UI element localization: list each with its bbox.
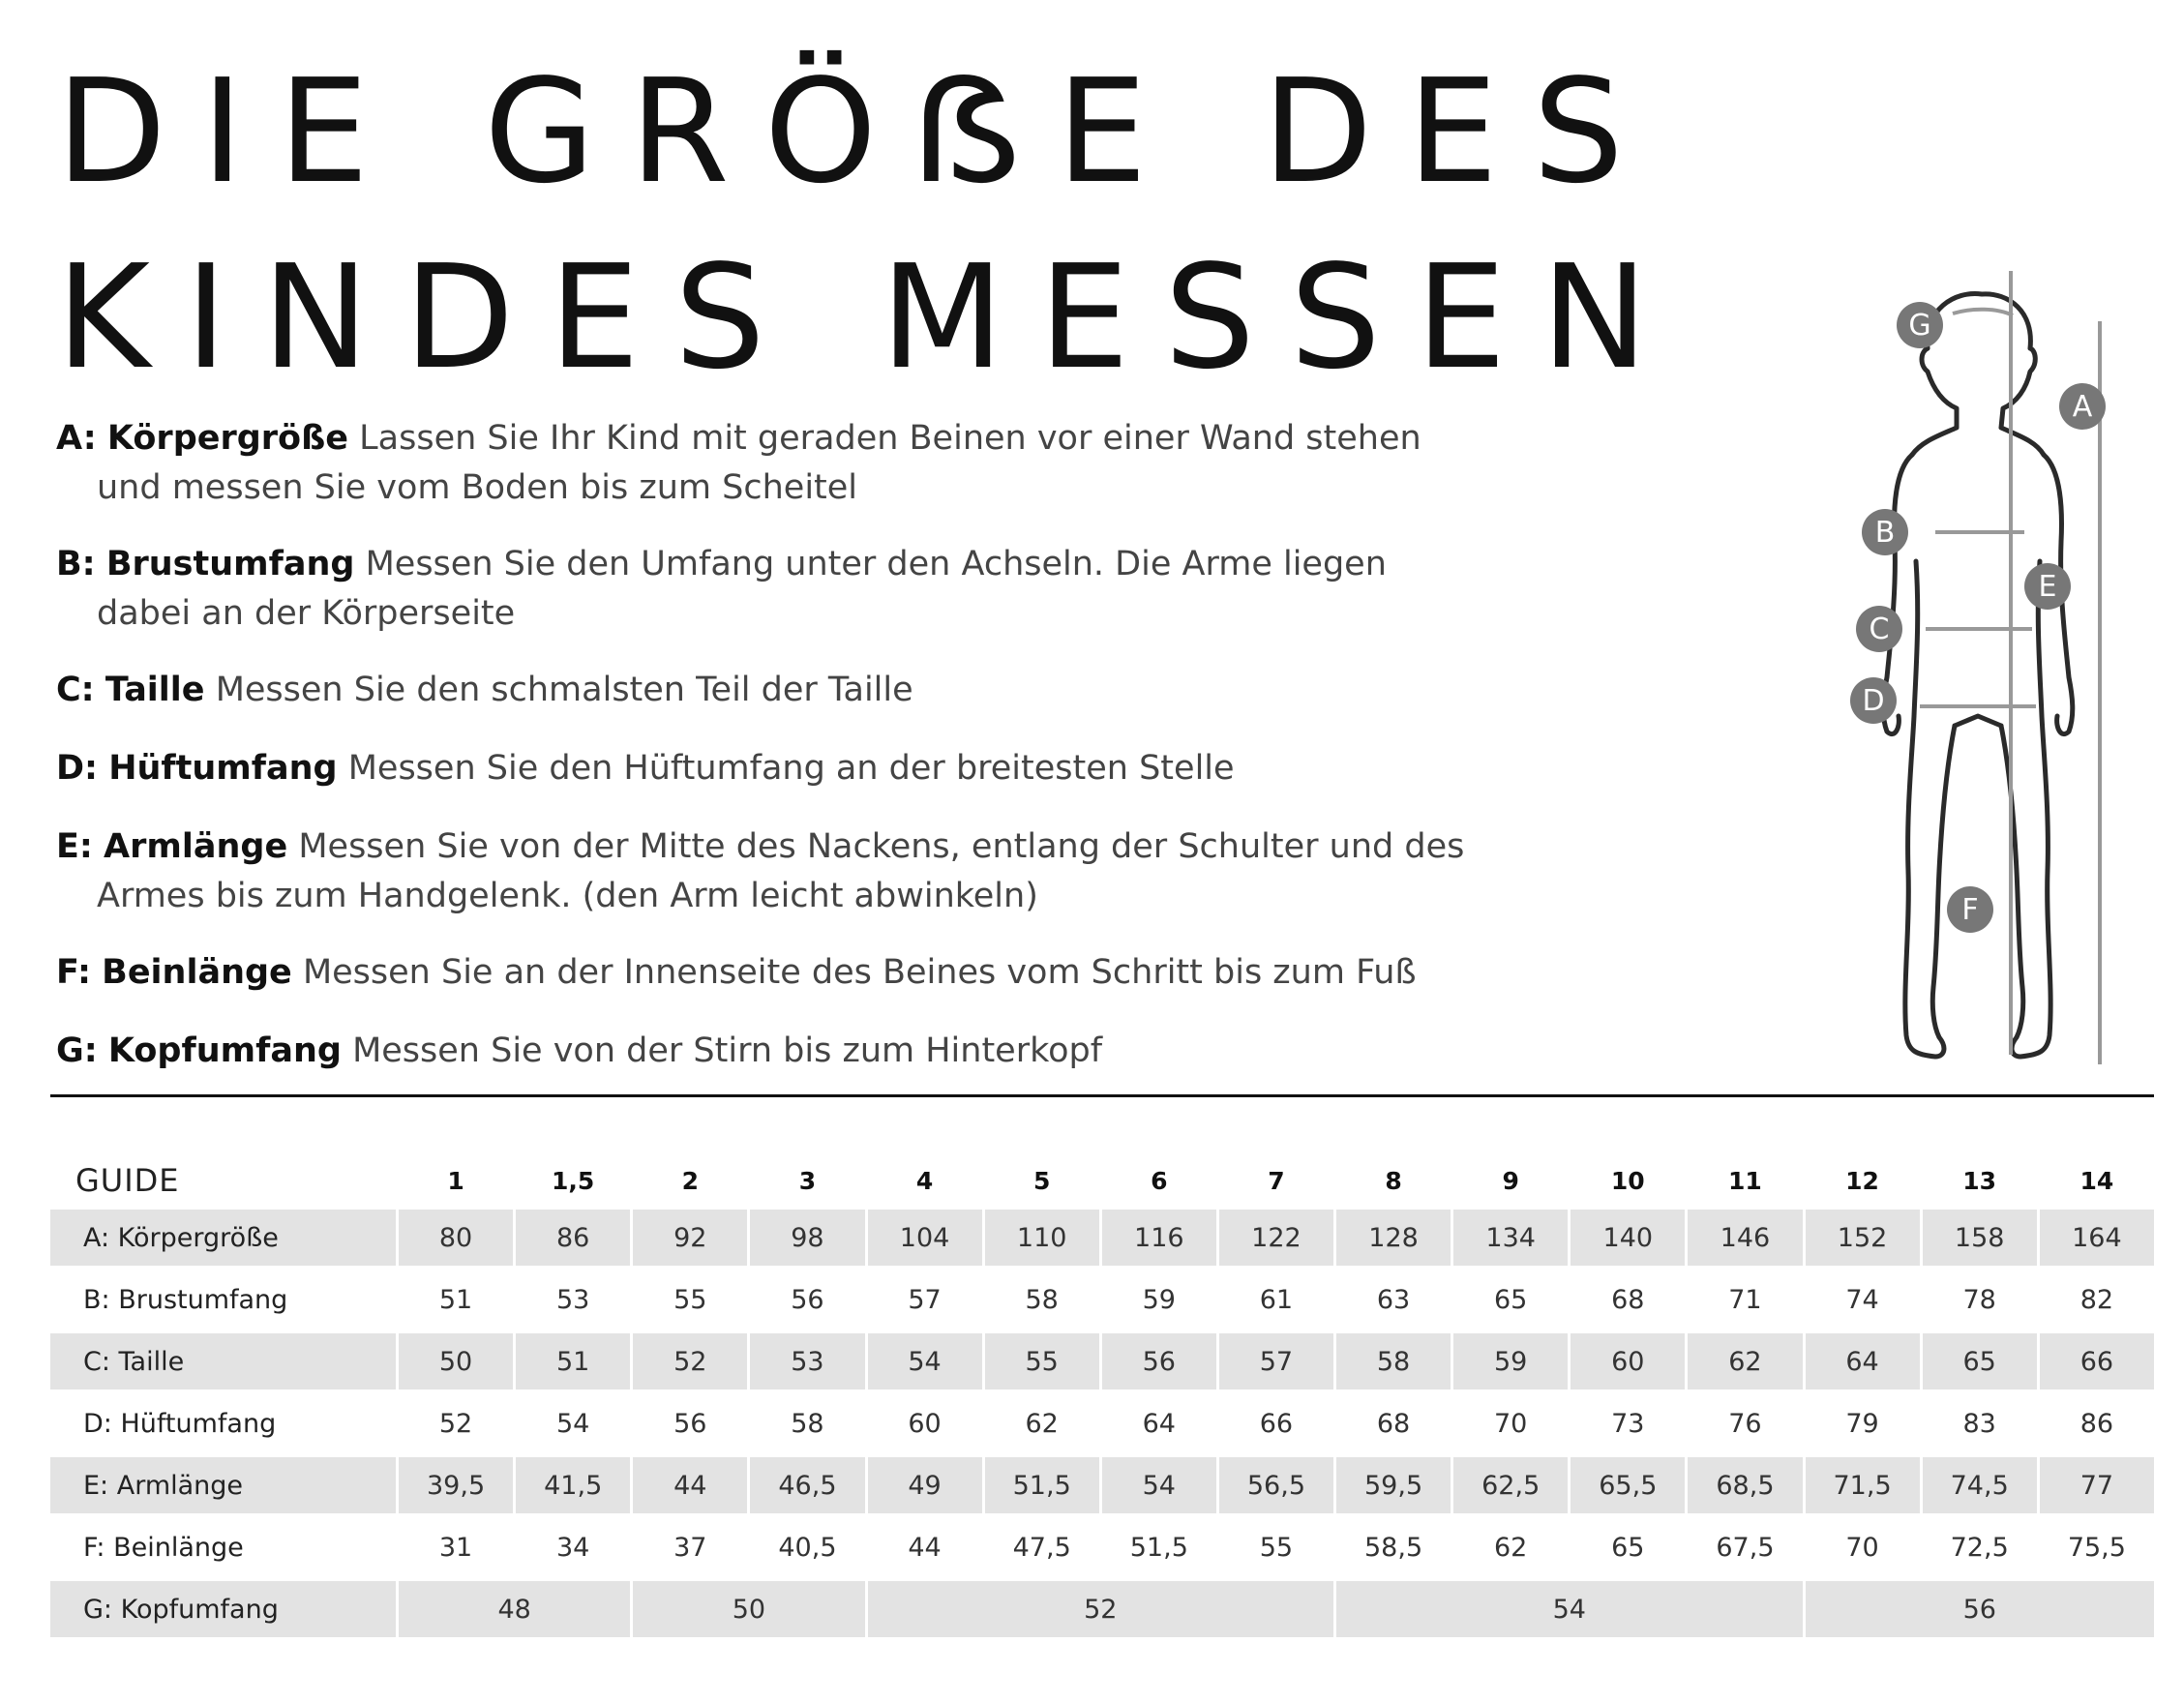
definition-key: B: [56,545,96,583]
row-label: G: Kopfumfang [50,1581,396,1637]
table-cell: 128 [1336,1210,1451,1266]
table-cell: 62 [1688,1333,1802,1389]
table-cell: 86 [516,1210,630,1266]
table-cell: 116 [1102,1210,1216,1266]
table-cell: 67,5 [1716,1532,1775,1563]
definition-text: Messen Sie den Hüftumfang an der breitesten Stelle [347,749,1235,788]
table-cell: 68 [1611,1284,1645,1315]
table-cell: 34 [556,1532,590,1563]
table-cell: 58 [1336,1333,1451,1389]
table-cell: 59 [1142,1284,1176,1315]
row-label: A: Körpergröße [50,1210,396,1266]
table-cell: 76 [1728,1408,1762,1439]
table-cell: 65 [1494,1284,1528,1315]
marker-e-label: E [2038,570,2057,604]
definition-name: Hüftumfang [108,749,338,788]
definition-a [56,414,1469,513]
size-header: 4 [915,1166,934,1195]
table-cell: 134 [1453,1210,1568,1266]
table-cell: 98 [750,1210,864,1266]
table-cell: 104 [868,1210,982,1266]
table-cell: 55 [985,1333,1099,1389]
row-label: E: Armlänge [50,1457,396,1513]
table-cell: 70 [1845,1532,1879,1563]
table-cell: 65,5 [1571,1457,1685,1513]
table-cell: 71 [1728,1284,1762,1315]
definition-text: Messen Sie den Umfang unter den Achseln. Die Arme liegen dabei an der Körperseite [97,545,1387,633]
table-cell: 46,5 [750,1457,864,1513]
definition-e [56,822,1469,921]
marker-c [1856,606,1902,652]
table-cell: 51 [438,1284,473,1315]
definition-name: Beinlänge [102,953,292,992]
table-cell: 50 [399,1333,513,1389]
table-cell: 54 [556,1408,590,1439]
table-cell: 62 [1494,1532,1528,1563]
marker-a [2059,383,2106,430]
definition-g [56,1027,1469,1076]
size-guide-table [47,1151,2157,1643]
table-cell: 58,5 [1364,1532,1423,1563]
table-cell: 54 [1102,1457,1216,1513]
table-cell: 57 [908,1284,942,1315]
definition-text: Messen Sie an der Innenseite des Beines vom Schritt bis zum Fuß [302,953,1417,992]
table-cell: 79 [1845,1408,1879,1439]
table-row [50,1519,2154,1575]
measurement-definitions [56,414,1469,1105]
table-cell: 68,5 [1688,1457,1802,1513]
table-row [50,1333,2154,1389]
table-cell: 56 [1102,1333,1216,1389]
table-cell: 82 [2079,1284,2114,1315]
table-cell: 72,5 [1950,1532,2009,1563]
table-cell: 75,5 [2067,1532,2126,1563]
size-header: 13 [1962,1166,1997,1195]
table-cell: 55 [1259,1532,1294,1563]
size-header: 6 [1151,1166,1168,1195]
marker-b-label: B [1874,516,1896,550]
table-cell: 37 [673,1532,707,1563]
definition-name: Taille [105,671,205,709]
table-cell: 39,5 [399,1457,513,1513]
definition-key: E: [56,827,93,866]
definition-b [56,540,1469,639]
table-cell: 53 [556,1284,590,1315]
size-header: 8 [1385,1166,1402,1195]
table-cell: 54 [1336,1581,1803,1637]
table-cell: 40,5 [778,1532,837,1563]
table-cell: 48 [399,1581,630,1637]
size-header: 14 [2079,1166,2114,1195]
table-cell: 58 [791,1408,824,1439]
definition-key: G: [56,1031,98,1070]
table-cell: 44 [633,1457,747,1513]
table-row [50,1581,2154,1637]
table-cell: 66 [2040,1333,2154,1389]
table-row [50,1457,2154,1513]
table-cell: 56,5 [1219,1457,1333,1513]
table-row [50,1271,2154,1328]
size-header: 1,5 [552,1166,595,1195]
marker-g [1897,302,1943,348]
definition-text: Lassen Sie Ihr Kind mit geraden Beinen vor einer Wand stehen und messen Sie vom Boden bis zum Scheitel [97,419,1421,507]
definition-key: A: [56,419,97,458]
table-cell: 78 [1962,1284,1996,1315]
table-cell: 83 [1962,1408,1996,1439]
size-header: 9 [1502,1166,1519,1195]
size-table-body [50,1210,2154,1637]
page-title [56,39,1683,410]
divider-line [50,1094,2154,1097]
table-cell: 51,5 [985,1457,1099,1513]
marker-d-label: D [1862,684,1885,718]
size-header: 3 [798,1166,817,1195]
table-cell: 44 [908,1532,942,1563]
table-cell: 56 [791,1284,824,1315]
table-cell: 47,5 [1012,1532,1071,1563]
table-row [50,1210,2154,1266]
table-cell: 58 [1025,1284,1059,1315]
table-cell: 60 [1571,1333,1685,1389]
guide-header: GUIDE [75,1162,180,1199]
title-line-2: KINDES MESSEN [56,234,1684,401]
definition-name: Armlänge [104,827,288,866]
table-cell: 60 [908,1408,942,1439]
size-header: 1 [447,1166,464,1195]
row-label: D: Hüftumfang [83,1408,277,1439]
table-cell: 51,5 [1129,1532,1188,1563]
table-cell: 66 [1259,1408,1294,1439]
title-line-1: DIE GRÖẞE DES [56,48,1659,215]
size-header: 5 [1032,1166,1051,1195]
table-cell: 53 [750,1333,864,1389]
table-cell: 64 [1142,1408,1176,1439]
definition-text: Messen Sie von der Stirn bis zum Hinterkopf [352,1031,1103,1070]
definition-d [56,744,1469,793]
table-cell: 50 [633,1581,864,1637]
row-label: C: Taille [50,1333,396,1389]
table-cell: 164 [2040,1210,2154,1266]
size-header: 12 [1845,1166,1879,1195]
size-header-row [50,1157,2154,1204]
table-cell: 52 [633,1333,747,1389]
table-cell: 64 [1806,1333,1920,1389]
table-cell: 59,5 [1336,1457,1451,1513]
table-cell: 55 [673,1284,707,1315]
table-cell: 71,5 [1806,1457,1920,1513]
table-cell: 52 [868,1581,1334,1637]
marker-e [2024,563,2071,610]
marker-f-label: F [1961,893,1979,927]
marker-b [1862,509,1908,555]
marker-c-label: C [1869,612,1890,646]
definition-key: D: [56,749,99,788]
definition-text: Messen Sie den schmalsten Teil der Taille [215,671,913,709]
size-header: 2 [681,1166,700,1195]
marker-f [1947,886,1993,933]
child-measurement-figure [1819,271,2158,1093]
table-cell: 140 [1571,1210,1685,1266]
table-cell: 59 [1453,1333,1568,1389]
table-cell: 86 [2079,1408,2114,1439]
table-cell: 49 [868,1457,982,1513]
table-cell: 74 [1845,1284,1879,1315]
table-cell: 70 [1494,1408,1528,1439]
table-cell: 65 [1611,1532,1645,1563]
table-cell: 152 [1806,1210,1920,1266]
definition-name: Brustumfang [105,545,355,583]
size-guide-table-wrap [50,1151,2160,1643]
size-header: 10 [1610,1166,1645,1195]
table-cell: 62 [1025,1408,1059,1439]
size-header: 7 [1268,1166,1285,1195]
table-cell: 31 [438,1532,473,1563]
table-cell: 68 [1376,1408,1411,1439]
row-label: B: Brustumfang [83,1284,288,1315]
table-cell: 158 [1923,1210,2037,1266]
table-cell: 65 [1923,1333,2037,1389]
marker-g-label: G [1908,309,1931,343]
marker-d [1850,677,1897,724]
table-cell: 77 [2040,1457,2154,1513]
table-cell: 80 [399,1210,513,1266]
definition-name: Kopfumfang [107,1031,342,1070]
table-cell: 54 [868,1333,982,1389]
table-cell: 52 [438,1408,473,1439]
row-label: F: Beinlänge [83,1532,244,1563]
table-cell: 92 [633,1210,747,1266]
table-cell: 56 [673,1408,707,1439]
definition-text: Messen Sie von der Mitte des Nackens, entlang der Schulter und des Armes bis zum Handgelenk. (den Arm leicht abwinkeln) [97,827,1465,915]
table-cell: 62,5 [1453,1457,1568,1513]
definition-key: F: [56,953,91,992]
table-row [50,1395,2154,1451]
definition-name: Körpergröße [106,419,349,458]
marker-a-label: A [2072,390,2093,424]
table-cell: 63 [1376,1284,1411,1315]
definition-key: C: [56,671,95,709]
table-cell: 56 [1806,1581,2155,1637]
table-cell: 122 [1219,1210,1333,1266]
definition-c [56,666,1469,715]
table-cell: 51 [516,1333,630,1389]
definition-f [56,948,1469,998]
size-header: 11 [1728,1166,1762,1195]
table-cell: 61 [1259,1284,1294,1315]
table-cell: 57 [1219,1333,1333,1389]
table-cell: 146 [1688,1210,1802,1266]
table-cell: 110 [985,1210,1099,1266]
table-cell: 74,5 [1923,1457,2037,1513]
table-cell: 73 [1611,1408,1645,1439]
table-cell: 41,5 [516,1457,630,1513]
